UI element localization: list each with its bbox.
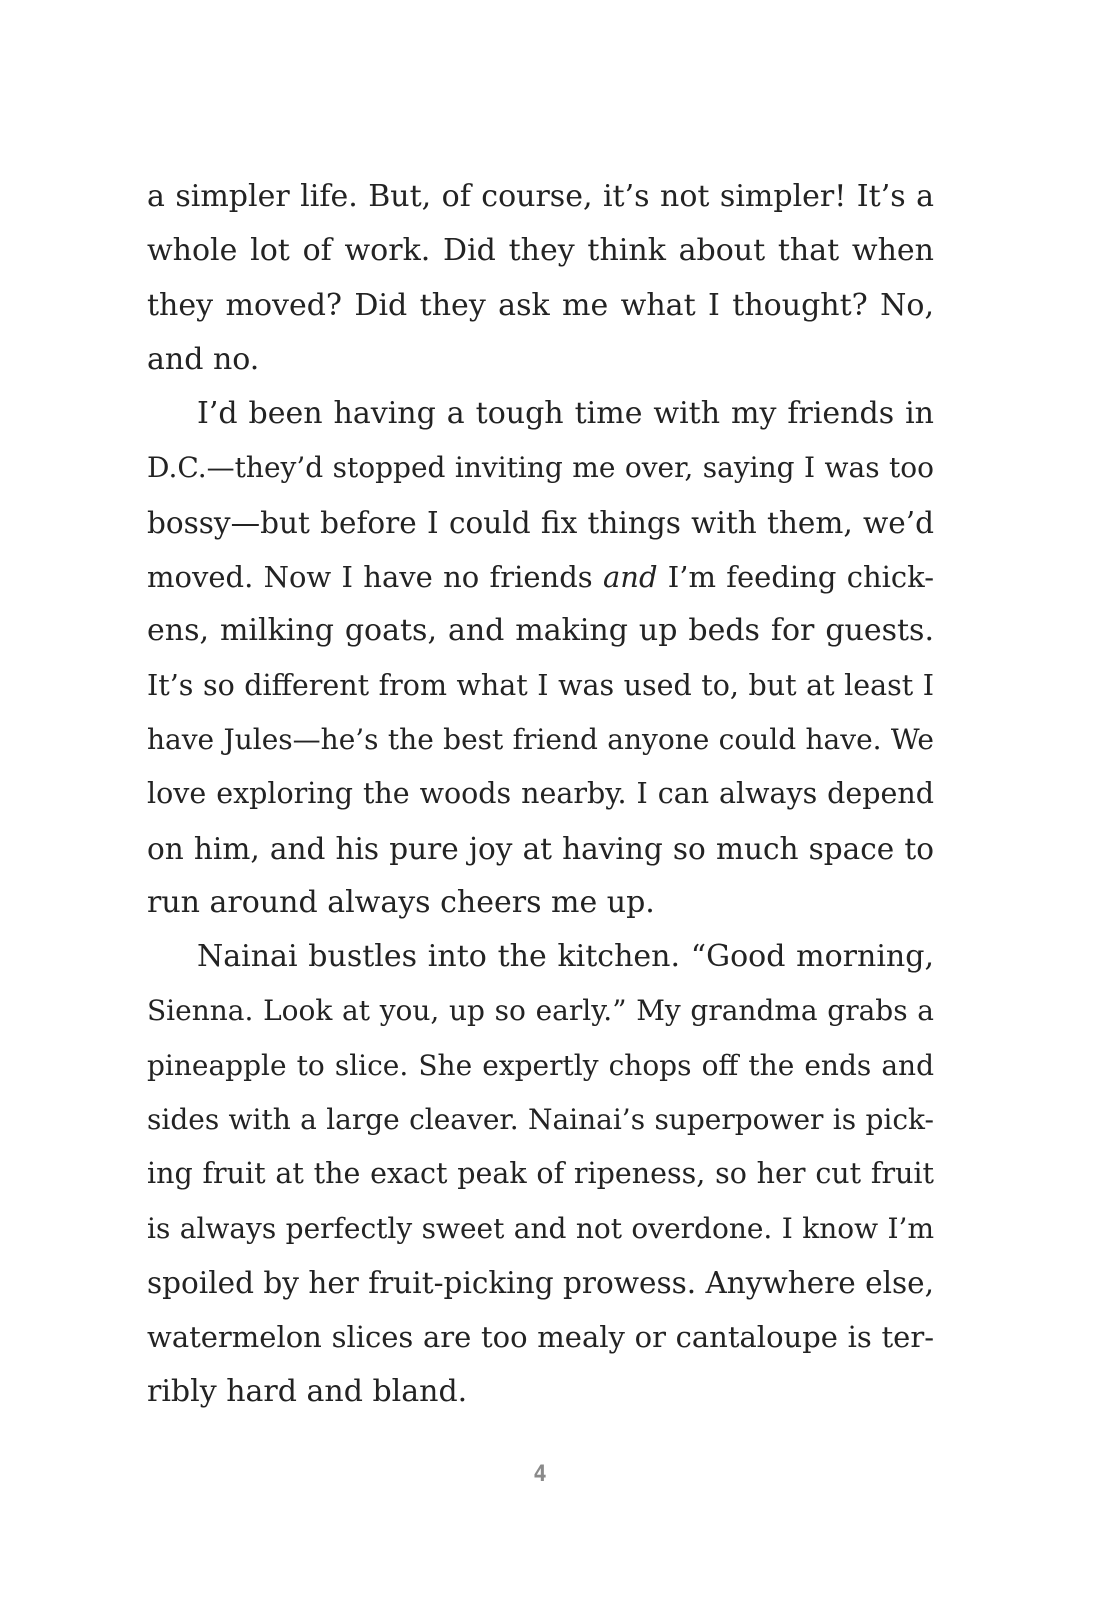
text-line: Nainai bustles into the kitchen. “Good morning, [197,939,934,975]
text-line: ens, milking goats, and making up beds for guests. [147,613,934,649]
text-line: sides with a large cleaver. Nainai’s superpower is pick- [147,1103,934,1137]
body-text [147,170,934,1419]
emphasized-word: and [602,560,658,595]
text-line: have Jules—he’s the best friend anyone could have. We [147,722,934,756]
text-segment: I’m feeding chick- [657,560,935,595]
text-line: is always perfectly sweet and not overdone. I know I’m [147,1211,934,1245]
text-line: D.C.—they’d stopped inviting me over, saying I was too [147,451,934,485]
page-number: 4 [533,1462,547,1487]
text-line: whole lot of work. Did they think about that when [147,233,934,269]
text-line-with-emphasis [147,550,934,604]
text-line: and no. [147,341,260,377]
text-line: It’s so different from what I was used to, but at least I [147,668,934,702]
text-line: a simpler life. But, of course, it’s not simpler! It’s a [147,179,934,214]
text-line: bossy—but before I could fix things with them, we’d [147,505,934,540]
text-line: run around always cheers me up. [147,884,655,920]
text-line: pineapple to slice. She expertly chops off the ends and [147,1048,934,1082]
text-line: spoiled by her fruit-picking prowess. Anywhere else, [147,1265,934,1300]
text-line: I’d been having a tough time with my friends in [197,396,934,432]
text-line: they moved? Did they ask me what I thought? No, [147,287,934,323]
text-segment: moved. Now I have no friends [147,560,603,595]
text-line: ribly hard and bland. [147,1373,468,1409]
text-line: on him, and his pure joy at having so much space to [147,831,934,866]
text-line: watermelon slices are too mealy or cantaloupe is ter- [147,1320,934,1355]
text-line: love exploring the woods nearby. I can always depend [147,777,934,811]
text-line: Sienna. Look at you, up so early.” My grandma grabs a [147,994,934,1028]
text-line: ing fruit at the exact peak of ripeness, so her cut fruit [147,1157,934,1191]
